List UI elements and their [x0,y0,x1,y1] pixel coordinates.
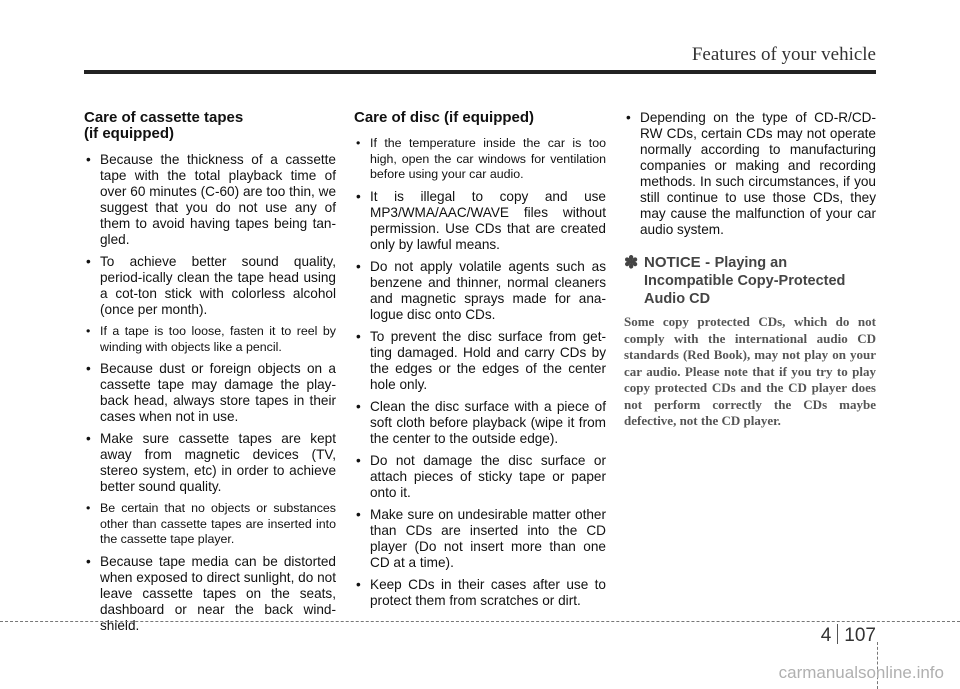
list-item: • Depending on the type of CD-R/CD-RW CDs, certain CDs may not operate normally according to manufacturing companies or making and recording methods. In such circumstances, if you still continue to use those CDs, they may cause the malfunction of your car audio system. [624,110,876,238]
cassette-bullet-list [84,152,336,634]
column-cassette-care [84,110,336,640]
page-number [821,624,876,647]
disc-bullet-list [354,136,606,609]
asterisk-icon: ✽ [624,253,639,272]
chapter-number: 4 [820,625,832,646]
page-number-value: 107 [844,625,876,646]
list-item: • Be certain that no objects or substances other than cassette tapes are inserted into the cassette tape player. [84,501,336,548]
footer-rule [0,621,960,622]
header-title: Features of your vehicle [691,44,876,65]
list-item: • Make sure cassette tapes are kept away from magnetic devices (TV, stereo system, etc) in order to achieve better sound quality. [84,431,336,495]
section-heading-cassette: Care of cassette tapes (if equipped) [84,109,244,142]
column-disc-care [354,110,606,615]
cd-bullet-list [624,110,876,238]
notice-dash: - [705,254,711,271]
watermark-text: carmanualsonline.info [778,663,944,682]
header-rule [84,70,876,74]
list-item: • Because tape media can be distorted when exposed to direct sunlight, do not leave cassette tapes on the seats, dashboard or near the back wind-shield. [84,554,336,634]
notice-title: Playing an Incompatible Copy-Protected Audio CD [644,255,846,307]
section-heading-disc: Care of disc (if equipped) [354,109,535,126]
notice-heading [624,254,876,308]
list-item: • Make sure on undesirable matter other than CDs are inserted into the CD player (Do not insert more than one CD at a time). [354,507,606,571]
list-item: • Do not damage the disc surface or attach pieces of sticky tape or paper onto it. [354,453,606,501]
list-item: • It is illegal to copy and use MP3/WMA/AAC/WAVE files without permission. Use CDs that are created only by lawful means. [354,189,606,253]
list-item: • Do not apply volatile agents such as benzene and thinner, normal cleaners and magnetic sprays made for ana-logue disc onto CDs. [354,259,606,323]
list-item: • Clean the disc surface with a piece of soft cloth before playback (wipe it from the center to the outside edge). [354,399,606,447]
list-item: • To achieve better sound quality, period-ically clean the tape head using a cot-ton stick with colorless alcohol (once per month). [84,254,336,318]
list-item: • Because dust or foreign objects on a cassette tape may damage the play-back head, always store tapes in their cases when not in use. [84,361,336,425]
list-item: • If the temperature inside the car is too high, open the car windows for ventilation before using your car audio. [354,136,606,183]
notice-body: Some copy protected CDs, which do not comply with the international audio CD standards (Red Book), may not play on your car audio. Please note that if you try to play copy protected CDs and the CD player does not perform correctly the CDs maybe defective, not the CD player. [624,314,876,428]
page-number-divider [837,624,838,644]
notice-box [624,254,876,430]
column-cd-notes [624,110,876,430]
list-item: • Keep CDs in their cases after use to protect them from scratches or dirt. [354,577,606,609]
list-item: • If a tape is too loose, fasten it to reel by winding with objects like a pencil. [84,324,336,355]
notice-label: NOTICE [644,254,701,271]
list-item: • To prevent the disc surface from get-ting damaged. Hold and carry CDs by the edges or the edges of the center hole only. [354,329,606,393]
list-item: • Because the thickness of a cassette tape with the total playback time of over 60 minutes (C-60) are too thin, we suggest that you do not use any of them to avoid having tapes being tan-gled. [84,152,336,248]
